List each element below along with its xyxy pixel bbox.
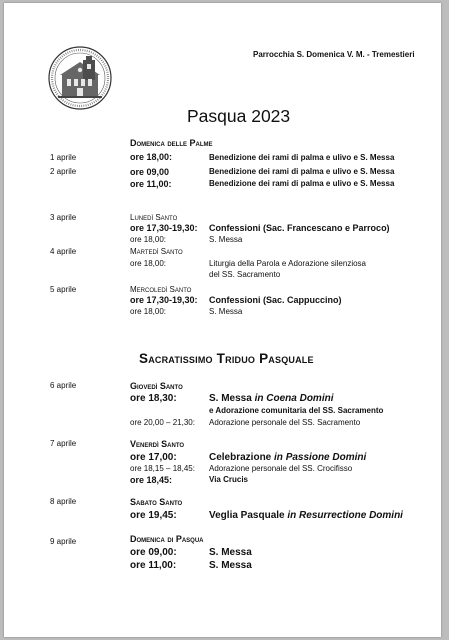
event-label: Benedizione dei rami di palma e ulivo e S. Messa — [209, 153, 395, 162]
event-label: e Adorazione comunitaria del SS. Sacramento — [209, 406, 384, 415]
liturgical-day: Martedì Santo — [130, 247, 183, 256]
event-label: Adorazione personale del SS. Sacramento — [209, 418, 361, 427]
church-seal-logo — [48, 46, 112, 110]
time-label: ore 20,00 – 21,30: — [130, 418, 195, 427]
date-label: 6 aprile — [50, 381, 77, 390]
time-label: ore 09,00: — [130, 547, 177, 558]
date-label: 5 aprile — [50, 285, 77, 294]
liturgical-day: Giovedì Santo — [130, 381, 183, 391]
time-label: ore 17,30-19,30: — [130, 295, 198, 305]
time-label: ore 11,00: — [130, 179, 172, 189]
event-text: Veglia Pasquale — [209, 510, 288, 521]
time-label: ore 17,00: — [130, 452, 177, 463]
event-latin-text: in Resurrectione Domini — [287, 510, 403, 521]
section-title-triduum: Sacratissimo Triduo Pasquale — [139, 351, 314, 366]
event-text: Celebrazione — [209, 452, 275, 463]
time-label: ore 17,30-19,30: — [130, 223, 198, 233]
event-label: S. Messa — [209, 547, 252, 558]
time-label: ore 18,30: — [130, 393, 177, 404]
event-label: Benedizione dei rami di palma e ulivo e S. Messa — [209, 179, 395, 188]
parish-name: Parrocchia S. Domenica V. M. - Tremestieri — [253, 50, 415, 59]
date-label: 3 aprile — [50, 213, 77, 222]
event-label — [209, 453, 366, 463]
time-label: ore 19,45: — [130, 510, 177, 521]
event-label: Confessioni (Sac. Francescano e Parroco) — [209, 223, 390, 233]
liturgical-day: Mercoledì Santo — [130, 285, 192, 294]
event-latin-text: in Coena Domini — [254, 393, 334, 404]
time-label: ore 18,00: — [130, 259, 167, 268]
liturgical-day: Sabato Santo — [130, 497, 183, 507]
time-label: ore 11,00: — [130, 560, 177, 571]
date-label: 7 aprile — [50, 439, 77, 448]
time-label: ore 18,00: — [130, 235, 167, 244]
liturgical-day: Domenica di Pasqua — [130, 534, 204, 544]
date-label: 4 aprile — [50, 247, 77, 256]
time-label: ore 18,00: — [130, 152, 173, 162]
time-label: ore 18,15 – 18,45: — [130, 464, 195, 473]
liturgical-day: Venerdì Santo — [130, 439, 185, 449]
time-label: ore 18,00: — [130, 307, 167, 316]
event-label: S. Messa — [209, 307, 243, 316]
page-title: Pasqua 2023 — [187, 106, 291, 126]
date-label: 8 aprile — [50, 497, 77, 506]
event-label: Benedizione dei rami di palma e ulivo e S. Messa — [209, 167, 395, 176]
date-label: 1 aprile — [50, 153, 77, 162]
liturgical-day: Lunedì Santo — [130, 213, 178, 222]
time-label: ore 18,45: — [130, 475, 173, 485]
event-label — [209, 394, 334, 404]
liturgical-day-palm-sunday: Domenica delle Palme — [130, 138, 213, 148]
event-latin-text: in Passione Domini — [274, 452, 367, 463]
event-label — [209, 511, 403, 521]
time-label: ore 09,00 — [130, 167, 170, 177]
date-label: 2 aprile — [50, 167, 77, 176]
event-label: Liturgia della Parola e Adorazione silenziosa — [209, 259, 366, 268]
event-label: S. Messa — [209, 560, 252, 571]
event-label: Adorazione personale del SS. Crocifisso — [209, 464, 353, 473]
event-label: del SS. Sacramento — [209, 270, 281, 279]
event-label: Confessioni (Sac. Cappuccino) — [209, 295, 342, 305]
date-label: 9 aprile — [50, 537, 77, 546]
event-label: Via Crucis — [209, 475, 248, 484]
event-label: S. Messa — [209, 235, 243, 244]
document-page — [4, 3, 441, 637]
event-text: S. Messa — [209, 393, 255, 404]
